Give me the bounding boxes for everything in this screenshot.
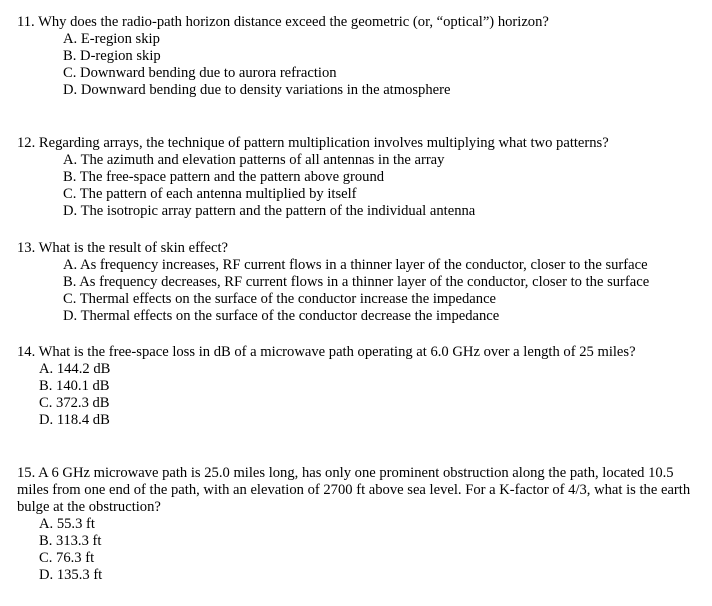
answer-option-d: D. 118.4 dB [39,412,110,428]
answer-option-d: D. The isotropic array pattern and the pattern of the individual antenna [63,203,476,219]
answer-option-b: B. 313.3 ft [39,533,102,549]
answer-option-c: C. Thermal effects on the surface of the conductor increase the impedance [63,291,497,307]
question-13 [17,240,707,325]
answer-option-a: A. 144.2 dB [39,361,111,377]
question-15 [17,465,707,584]
answer-option-b: B. 140.1 dB [39,378,110,394]
question-stem: 12. Regarding arrays, the technique of pattern multiplication involves multiplying what two patterns? [17,135,609,151]
answer-option-c: C. 76.3 ft [39,550,95,566]
answer-option-d: D. 135.3 ft [39,567,103,583]
answer-options [17,152,707,220]
answer-option-c: C. Downward bending due to aurora refraction [63,65,337,81]
answer-options [17,516,707,584]
question-stem: 11. Why does the radio-path horizon distance exceed the geometric (or, “optical”) horizon? [17,14,549,30]
answer-options [17,361,707,429]
answer-option-c: C. 372.3 dB [39,395,110,411]
answer-option-a: A. 55.3 ft [39,516,95,532]
question-14 [17,344,707,429]
answer-option-a: A. As frequency increases, RF current flows in a thinner layer of the conductor, closer to the surface [63,257,648,273]
answer-option-d: D. Thermal effects on the surface of the conductor decrease the impedance [63,308,500,324]
answer-options [17,31,707,99]
answer-options [17,257,707,325]
question-stem: 14. What is the free-space loss in dB of a microwave path operating at 6.0 GHz over a length of 25 miles? [17,344,636,360]
answer-option-a: A. E-region skip [63,31,160,47]
question-stem: 13. What is the result of skin effect? [17,240,229,256]
answer-option-b: B. D-region skip [63,48,161,64]
answer-option-b: B. As frequency decreases, RF current flows in a thinner layer of the conductor, closer to the surface [63,274,650,290]
answer-option-c: C. The pattern of each antenna multiplied by itself [63,186,357,202]
answer-option-d: D. Downward bending due to density variations in the atmosphere [63,82,451,98]
answer-option-a: A. The azimuth and elevation patterns of all antennas in the array [63,152,445,168]
question-11 [17,14,707,99]
question-stem: 15. A 6 GHz microwave path is 25.0 miles long, has only one prominent obstruction along the path, located 10.5 miles from one end of the path, with an elevation of 2700 ft above sea level. For a K-factor of 4/3, what is the earth bulge at the obstruction? [17,465,691,515]
question-12 [17,135,707,220]
answer-option-b: B. The free-space pattern and the pattern above ground [63,169,385,185]
